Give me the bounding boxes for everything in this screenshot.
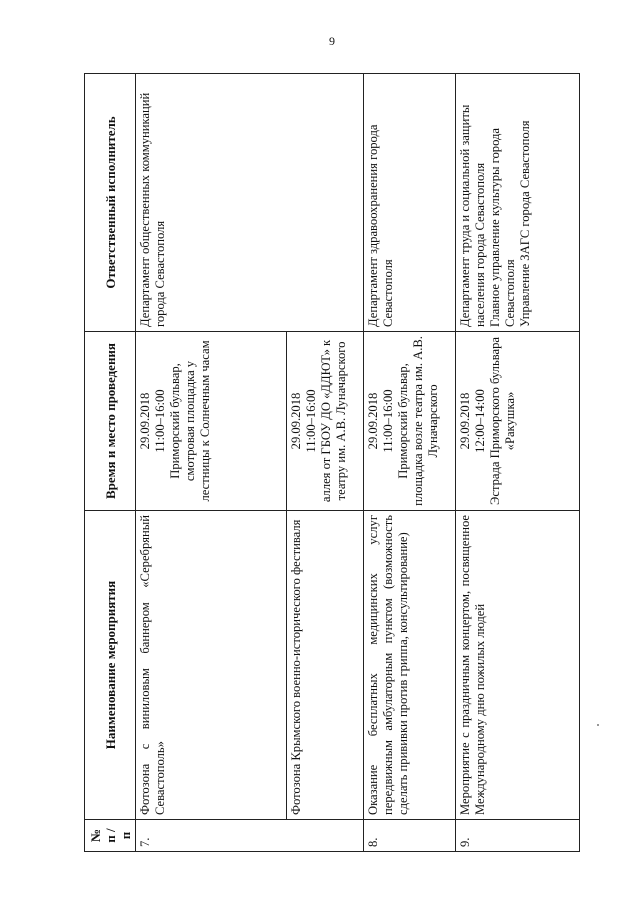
- page-number: 9: [329, 34, 335, 48]
- row-8-name: Оказание бесплатных медицинских услуг передвижным амбулаторным пунктом (возможность сделать прививки против гриппа, консультирование): [364, 511, 456, 820]
- row-7-hours: 11:00–16:00: [153, 389, 167, 453]
- events-table: [84, 73, 580, 852]
- row-9-responsible-line: Департамент труда и социальной защиты населения города Севастополя: [458, 104, 487, 327]
- row-7b-time: [287, 332, 364, 511]
- rotated-table-container: [84, 74, 579, 852]
- row-7b-hours: 11:00–16:00: [304, 389, 318, 453]
- row-7-time: [136, 332, 287, 511]
- row-8-hours: 11:00–16:00: [381, 389, 395, 453]
- table-row: [136, 74, 287, 852]
- table-row: [456, 74, 580, 852]
- row-7-num: 7.: [136, 820, 364, 852]
- row-9-date: 29.09.2018: [458, 392, 472, 450]
- row-9-time: [456, 332, 580, 511]
- row-8-responsible: Департамент здравоохранения города Севастополя: [364, 74, 456, 332]
- row-8-date: 29.09.2018: [366, 392, 380, 450]
- header-responsible: Ответственный исполнитель: [85, 74, 136, 332]
- table-header-row: [85, 74, 136, 852]
- row-9-responsible: [456, 74, 580, 332]
- row-9-responsible-line: Управление ЗАГС города Севастополя: [518, 120, 532, 327]
- row-9-name: Мероприятие с праздничным концертом, посвященное Международному дню пожилых людей: [456, 511, 580, 820]
- row-9-responsible-line: Главное управление культуры города Севастополя: [488, 127, 517, 327]
- header-num: № п / п: [85, 820, 136, 852]
- row-7-date: 29.09.2018: [138, 392, 152, 450]
- header-time: Время и место проведения: [85, 332, 136, 511]
- row-8-place: Приморский бульвар, площадка возле театра им. А.В. Луначарского: [396, 336, 440, 506]
- row-7b-date: 29.09.2018: [289, 392, 303, 450]
- table-row: [364, 74, 456, 852]
- row-8-num: 8.: [364, 820, 456, 852]
- header-name: Наименование мероприятия: [85, 511, 136, 820]
- row-7-responsible: Департамент общественных коммуникаций города Севастополя: [136, 74, 364, 332]
- row-9-hours: 12:00–14:00: [473, 389, 487, 453]
- row-7-place: Приморский бульвар, смотровая площадка у лестницы к Солнечным часам: [168, 340, 212, 502]
- scan-speck: [597, 724, 599, 726]
- row-7b-place: аллея от ГБОУ ДО «ДДЮТ» к театру им. А.В. Луначарского: [319, 339, 348, 503]
- row-7-name: Фотозона с виниловым баннером «Серебряный Севастополь»: [136, 511, 287, 820]
- row-9-num: 9.: [456, 820, 580, 852]
- row-8-time: [364, 332, 456, 511]
- row-9-place: Эстрада Приморского бульвара «Ракушка»: [488, 337, 517, 505]
- row-7b-name: Фотозона Крымского военно-исторического фестиваля: [287, 511, 364, 820]
